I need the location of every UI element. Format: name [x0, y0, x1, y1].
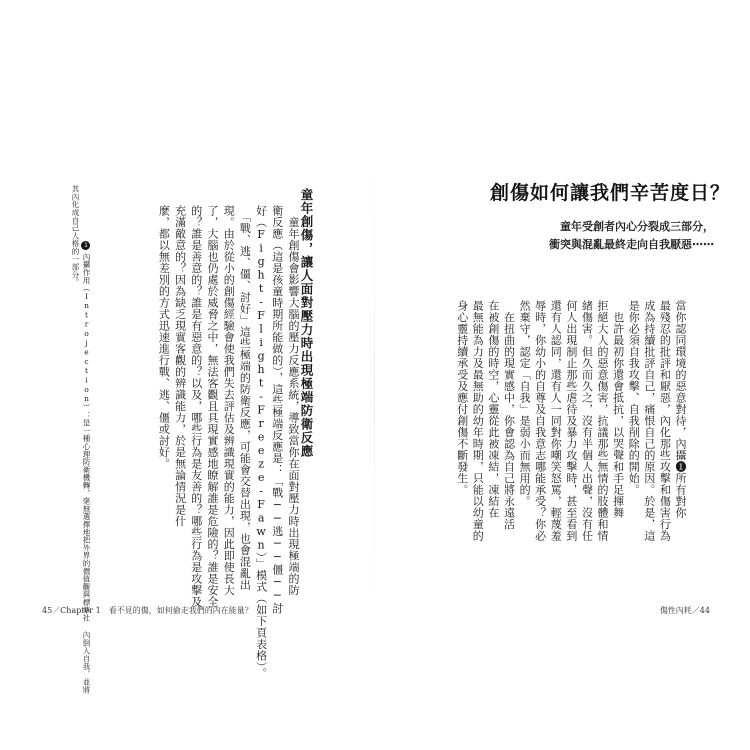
section-heading: 童年創傷，讓人面對壓力時出現極端防衛反應: [299, 188, 314, 458]
left-body-text: 童年創傷會影響大腦的壓力反應系統，導致當你在面對壓力時出現極端的防 衛反應（這是孩童時期所能做的），這些極端反應是：「戰──逃──僵──討 好（Fight-Flight-Freeze-Fawn）」模式（如下頁表格）。 「戰、逃、僵、討好」這些極端的防衛反應，可能會交替出現，也會混亂出 現。由於從小的創傷經驗會使我們失去評估及辨識現實的能力，因此即使長大 了，大腦也仍處於威脅之中，無法客觀且具現實感地瞭解誰是危險的？誰是安全 的？誰是善意的？誰是有惡意的？以及，哪些行為是友善的？哪些行為是攻擊及 充滿敵意的？因為缺乏現實客觀的辨識能力，於是無論情況是什 麼，都以無差別的方式迅速進行戰、逃、僵或討好。: [157, 205, 300, 679]
right-page: [375, 0, 750, 750]
chapter-title: 創傷如何讓我們辛苦度日？: [489, 182, 730, 204]
footnote-text: 內攝作用（Introjection）：是一種心理防衛機轉，毫無選擇地把外界的價值觀與標準社 內倒入自我，並將 其內化成自己人格的一部分。: [71, 185, 91, 694]
left-folio: 45／Chapter 1 看不見的傷，如何偷走我們的內在能量？: [42, 606, 253, 615]
footnote: [59, 185, 103, 694]
footnote-number-icon: 1: [82, 241, 90, 250]
subtitle-line-2: 衝突與混亂最終走向自我厭惡⋯⋯: [549, 238, 714, 251]
subtitle-line-1: 童年受創者內心分裂成三部分，: [560, 220, 714, 233]
right-body-text: 當你認同環境的惡意對待，內攝❶所有對你 最殘忍的批評和厭惡，內化那些攻擊和傷害行為 成為持續批評自己，痛恨自己的原因。於是，這 是你必須自我攻擊、自我削除的開始。 也許最初你還會抵抗，以哭聲和手足揮舞 拒絕大人的惡意傷害，抗議那些無情的肢體和情 緒傷害。但久而久之，沒有半個人出聲，沒有任 何人出現制止那些虐待及暴力攻擊時，甚至看到 還有人認同，還有人一同對你嘲笑怒罵，輕蔑羞 辱時，你幼小的自尊及自我意志哪能承受？你必 然棄守，認定「自我」是弱小而無用的。 在扭曲的現實感中，你會認為自己將永遠活 在被創傷的時空，心靈從此被凍結，凍結在 最無能為力及最無助的幼年時期，只能以幼童的 身心靈持續承受及應付創傷不斷發生。: [455, 300, 687, 542]
right-folio: 傷性內耗／44: [659, 606, 710, 615]
